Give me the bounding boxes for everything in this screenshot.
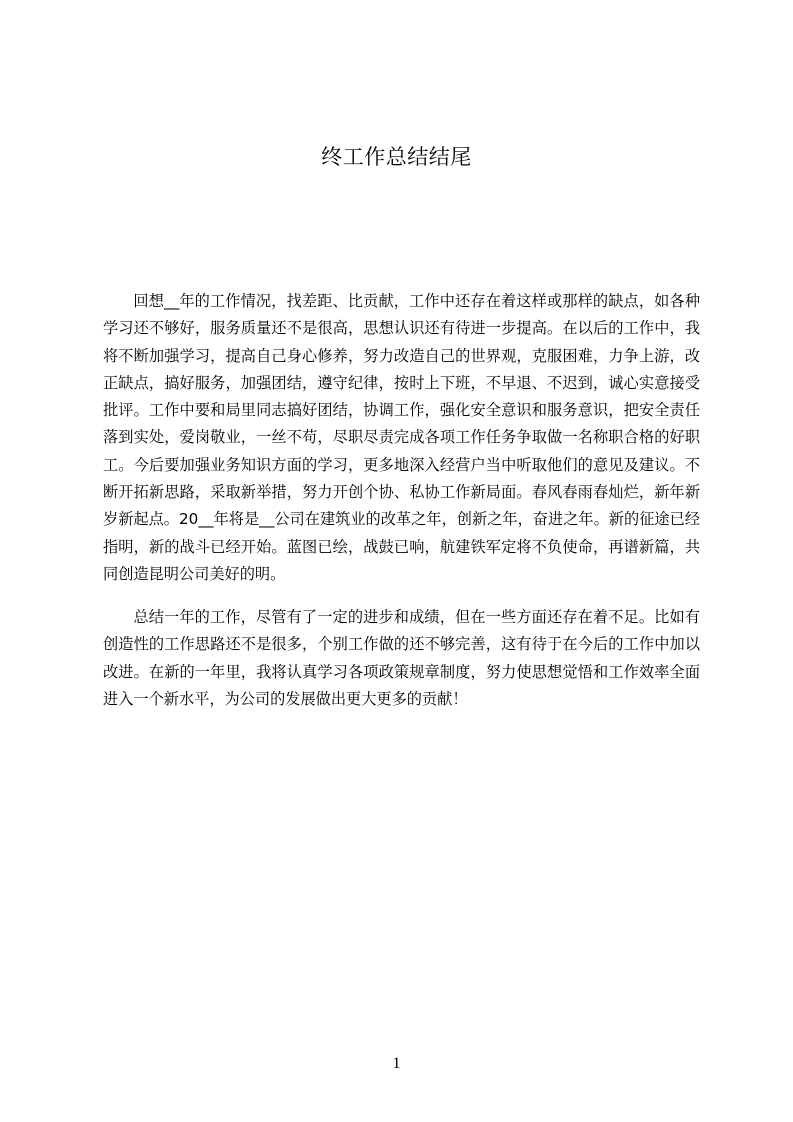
body-paragraph-2: 总结一年的工作，尽管有了一定的进步和成绩，但在一些方面还存在着不足。比如有创造性的工作思路还不是很多，个别工作做的还不够完善，这有待于在今后的工作中加以改进。在新的一年里，我将认真学习各项政策规章制度，努力使思想觉悟和工作效率全面进入一个新水平，为公司的发展做出更大更多的贡献！	[103, 608, 700, 708]
page-number: 1	[392, 1055, 401, 1072]
body-paragraph-1: 回想__年的工作情况，找差距、比贡献，工作中还存在着这样或那样的缺点，如各种学习还不够好，服务质量还不是很高，思想认识还有待进一步提高。在以后的工作中，我将不断加强学习，提高自己身心修养，努力改造自己的世界观，克服困难，力争上游，改正缺点，搞好服务，加强团结，遵守纪律，按时上下班，不早退、不迟到，诚心实意接受批评。工作中要和局里同志搞好团结，协调工作，强化安全意识和服务意识，把安全责任落到实处，爱岗敬业，一丝不苟，尽职尽责完成各项工作任务争取做一名称职合格的好职工。今后要加强业务知识方面的学习，更多地深入经营户当中听取他们的意见及建议。不断开拓新思路，采取新举措，努力开创个协、私协工作新局面。春风春雨春灿烂，新年新岁新起点。20__年将是__公司在建筑业的改革之年，创新之年，奋进之年。新的征途已经指明，新的战斗已经开始。蓝图已绘，战鼓已响，航建铁军定将不负使命，再谱新篇，共同创造昆明公司美好的明。	[103, 292, 700, 583]
page-title: 终工作总结结尾	[321, 145, 472, 169]
